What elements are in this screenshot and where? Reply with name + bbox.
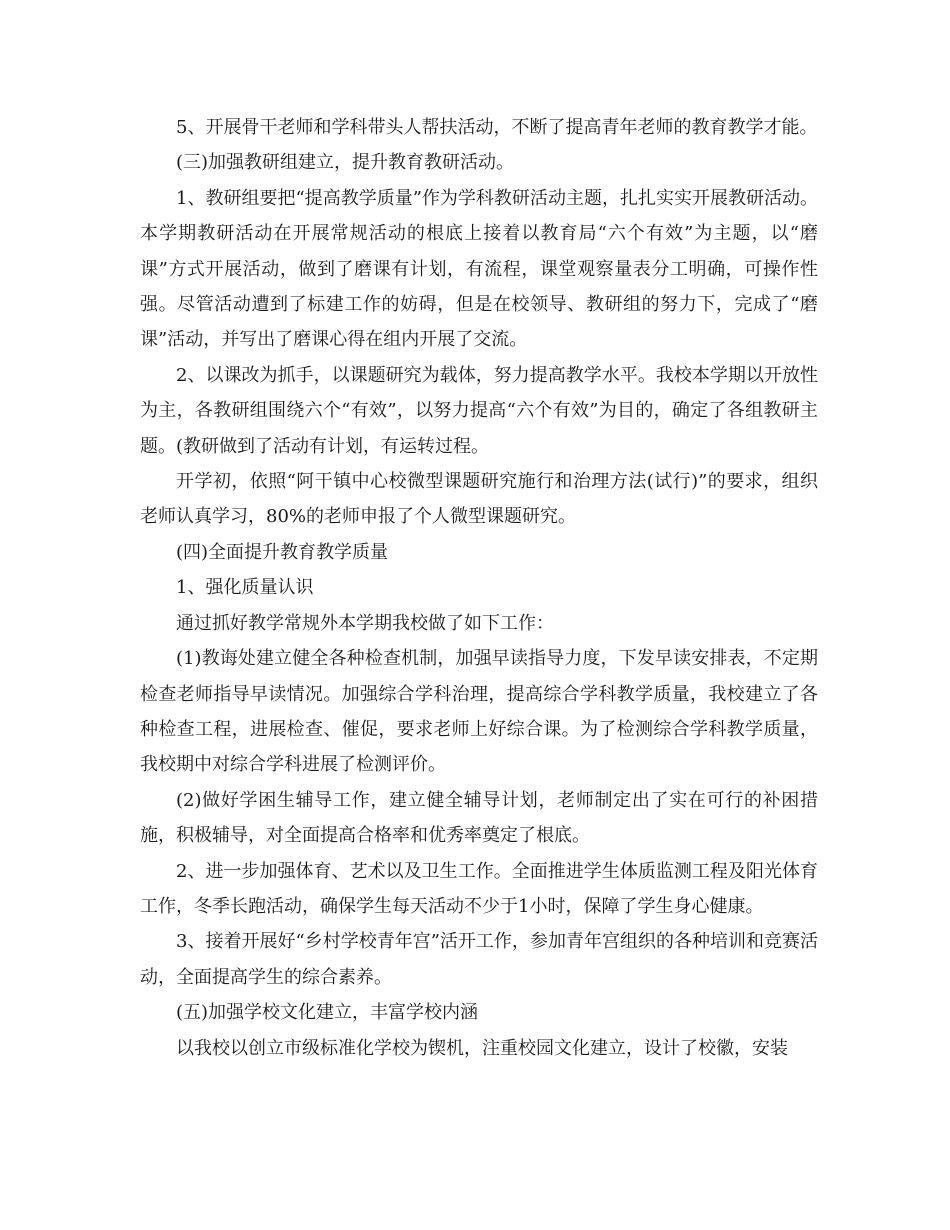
paragraph-item-5: 5、开展骨干老师和学科带头人帮扶活动，不断了提高青年老师的教育教学才能。 bbox=[176, 117, 818, 138]
paragraph-intro: 通过抓好教学常规外本学期我校做了如下工作： bbox=[176, 612, 554, 634]
paragraph-item-1: 1、教研组要把“提高教学质量”作为学科教研活动主题，扎扎实实开展教研活动。本学期教研活动在开展常规活动的根底上接着以教育局“六个有效”为主题，以“磨课”方式开展活动，做到了磨课有计划，有流程，课堂观察量表分工明确，可操作性强。尽管活动遭到了标建工作的妨碍，但是在校领导、教研组的努力下，完成了“磨课”活动，并写出了磨课心得在组内开展了交流。 bbox=[140, 187, 818, 351]
section-heading-5: (五)加强学校文化建立，丰富学校内涵 bbox=[176, 1002, 479, 1024]
section-heading-4: (四)全面提升教育教学质量 bbox=[176, 541, 389, 563]
paragraph-point-2: (2)做好学困生辅导工作，建立健全辅导计划，老师制定出了实在可行的补困措施，积极辅导，对全面提高合格率和优秀率奠定了根底。 bbox=[140, 789, 818, 847]
paragraph-item-2: 2、以课改为抓手，以课题研究为载体，努力提高教学水平。我校本学期以开放性为主，各教研组围绕六个“有效”，以努力提高“六个有效”为目的，确定了各组教研主题。(教研做到了活动有计划，有运转过程。 bbox=[140, 364, 818, 457]
section-heading-3: (三)加强教研组建立，提升教育教研活动。 bbox=[176, 152, 515, 174]
paragraph-culture: 以我校以创立市级标准化学校为锲机，注重校园文化建立，设计了校徽，安装 bbox=[176, 1037, 788, 1059]
paragraph-point-1: (1)教诲处建立健全各种检查机制，加强早读指导力度，下发早读安排表，不定期检查老师指导早读情况。加强综合学科治理，提高综合学科教学质量，我校建立了各种检查工程，进展检查、催促，要求老师上好综合课。为了检测综合学科教学质量，我校期中对综合学科进展了检测评价。 bbox=[140, 648, 818, 776]
subheading-quality: 1、强化质量认识 bbox=[176, 577, 314, 599]
paragraph-sports: 2、进一步加强体育、艺术以及卫生工作。全面推进学生体质监测工程及阳光体育工作，冬季长跑活动，确保学生每天活动不少于1小时，保障了学生身心健康。 bbox=[140, 860, 818, 917]
paragraph-semester-start: 开学初，依照“阿干镇中心校微型课题研究施行和治理方法(试行)”的要求，组织老师认真学习，80%的老师申报了个人微型课题研究。 bbox=[140, 471, 818, 528]
paragraph-youth-palace: 3、接着开展好“乡村学校青年宫”活开工作，参加青年宫组织的各种培训和竞赛活动，全面提高学生的综合素养。 bbox=[140, 931, 818, 988]
